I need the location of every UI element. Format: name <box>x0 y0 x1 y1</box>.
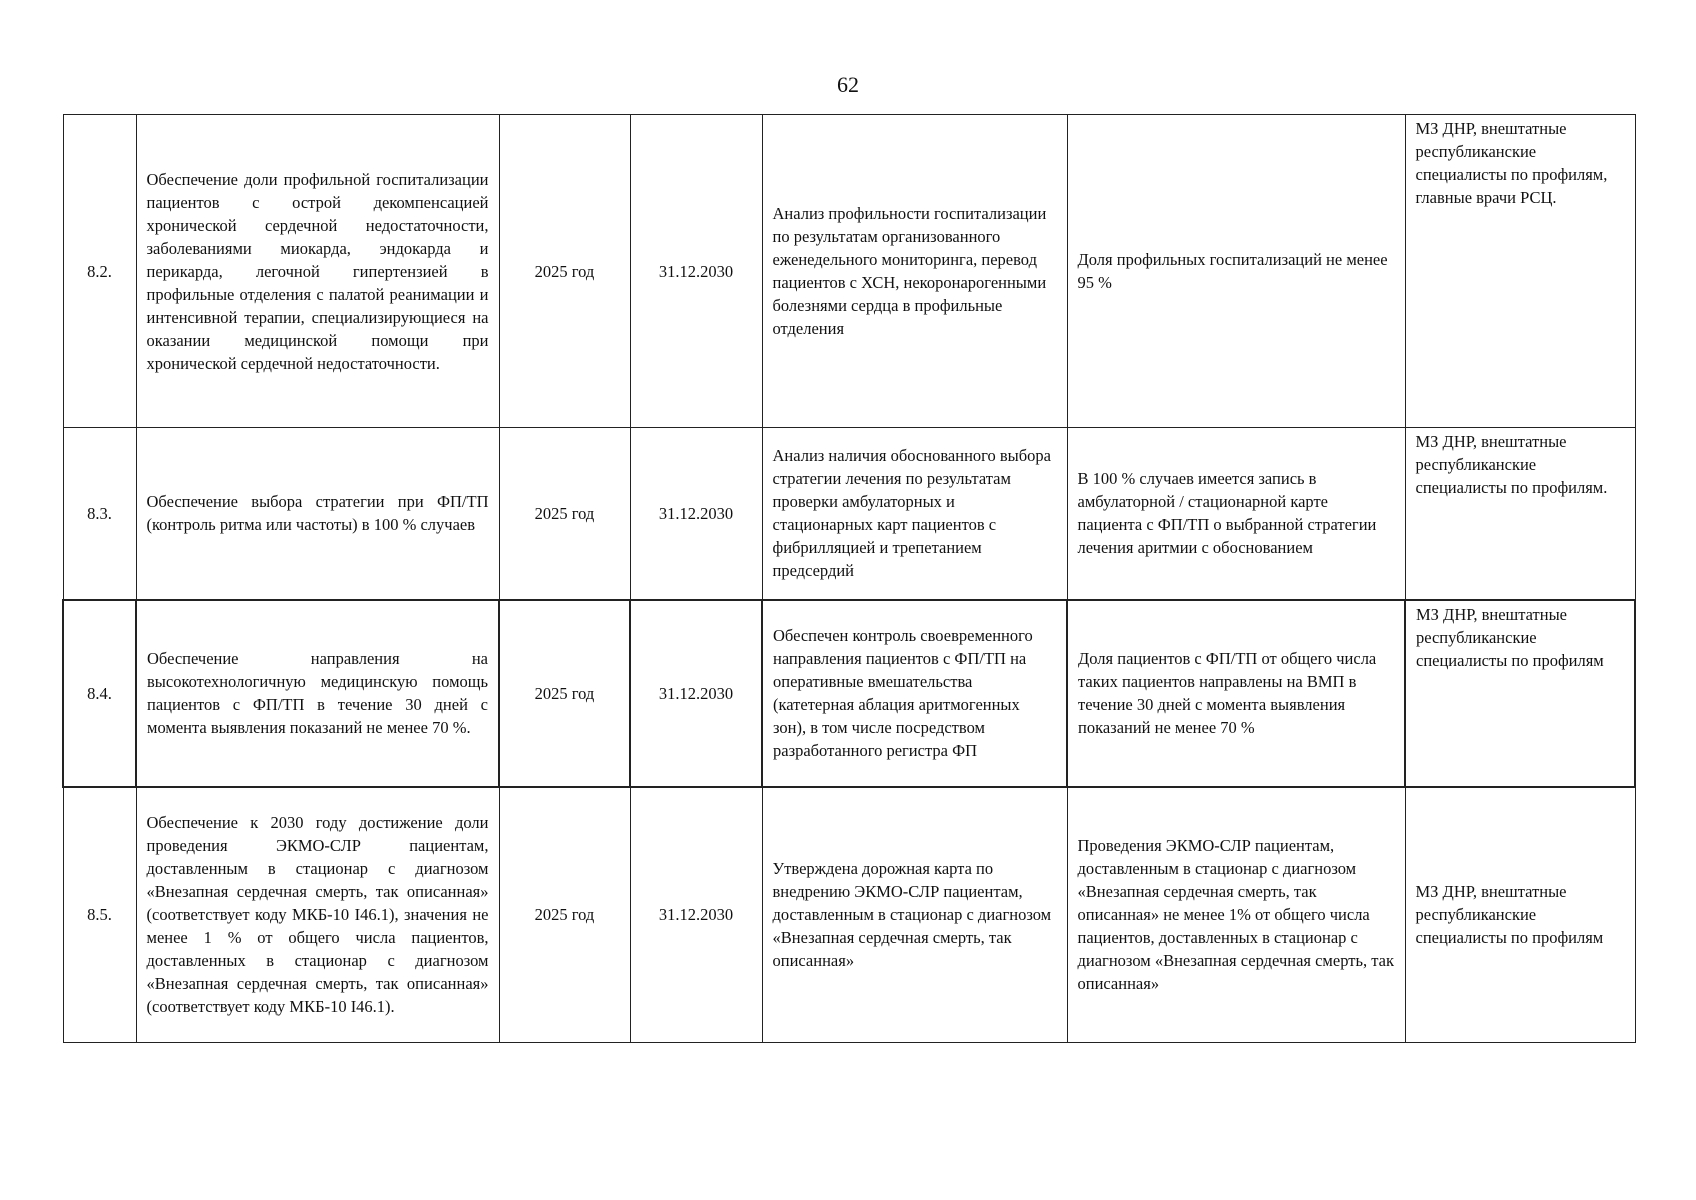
expected-result: Утверждена дорожная карта по внедрению ЭКМО-СЛР пациентам, доставленным в стационар с диагнозом «Внезапная сердечная смерть, так описанная» <box>762 787 1067 1043</box>
indicator: Доля профильных госпитализаций не менее 95 % <box>1067 115 1405 428</box>
responsible: МЗ ДНР, внештатные республиканские специалисты по профилям. <box>1405 428 1635 600</box>
measures-table <box>62 114 1636 1043</box>
measure-description: Обеспечение доли профильной госпитализации пациентов с острой декомпенсацией хронической сердечной недостаточности, заболеваниями миокарда, эндокарда и перикарда, легочной гипертензией в профильные отделения с палатой реанимации и интенсивной терапии, специализирующиеся на оказании медицинской помощи при хронической сердечной недостаточности. <box>136 115 499 428</box>
row-number: 8.4. <box>63 600 136 787</box>
responsible: МЗ ДНР, внештатные республиканские специалисты по профилям, главные врачи РСЦ. <box>1405 115 1635 428</box>
expected-result: Анализ наличия обоснованного выбора стратегии лечения по результатам проверки амбулаторных и стационарных карт пациентов с фибрилляцией и трепетанием предсердий <box>762 428 1067 600</box>
start-date: 2025 год <box>499 115 630 428</box>
table-row <box>63 428 1635 600</box>
start-date: 2025 год <box>499 428 630 600</box>
end-date: 31.12.2030 <box>630 115 762 428</box>
table-row <box>63 115 1635 428</box>
row-number: 8.5. <box>63 787 136 1043</box>
measure-description: Обеспечение направления на высокотехнологичную медицинскую помощь пациентов с ФП/ТП в течение 30 дней с момента выявления показаний не менее 70 %. <box>136 600 499 787</box>
indicator: Проведения ЭКМО-СЛР пациентам, доставленным в стационар с диагнозом «Внезапная сердечная смерть, так описанная» не менее 1% от общего числа пациентов, доставленных в стационар с диагнозом «Внезапная сердечная смерть, так описанная» <box>1067 787 1405 1043</box>
expected-result: Анализ профильности госпитализации по результатам организованного еженедельного мониторинга, перевод пациентов с ХСН, некоронарогенными болезнями сердца в профильные отделения <box>762 115 1067 428</box>
row-number: 8.2. <box>63 115 136 428</box>
table-row <box>63 600 1635 787</box>
expected-result: Обеспечен контроль своевременного направления пациентов с ФП/ТП на оперативные вмешательства (катетерная аблация аритмогенных зон), в том числе посредством разработанного регистра ФП <box>762 600 1067 787</box>
indicator: В 100 % случаев имеется запись в амбулаторной / стационарной карте пациента с ФП/ТП о выбранной стратегии лечения аритмии с обоснованием <box>1067 428 1405 600</box>
start-date: 2025 год <box>499 600 630 787</box>
measure-description: Обеспечение выбора стратегии при ФП/ТП (контроль ритма или частоты) в 100 % случаев <box>136 428 499 600</box>
row-number: 8.3. <box>63 428 136 600</box>
end-date: 31.12.2030 <box>630 787 762 1043</box>
start-date: 2025 год <box>499 787 630 1043</box>
end-date: 31.12.2030 <box>630 600 762 787</box>
responsible: МЗ ДНР, внештатные республиканские специалисты по профилям <box>1405 600 1635 787</box>
page-number: 62 <box>837 72 859 97</box>
end-date: 31.12.2030 <box>630 428 762 600</box>
responsible: МЗ ДНР, внештатные республиканские специалисты по профилям <box>1405 787 1635 1043</box>
measure-description: Обеспечение к 2030 году достижение доли проведения ЭКМО-СЛР пациентам, доставленным в стационар с диагнозом «Внезапная сердечная смерть, так описанная» (соответствует коду МКБ-10 I46.1), значения не менее 1 % от общего числа пациентов, доставленных в стационар с диагнозом «Внезапная сердечная смерть, так описанная» (соответствует коду МКБ-10 I46.1). <box>136 787 499 1043</box>
table-row <box>63 787 1635 1043</box>
indicator: Доля пациентов с ФП/ТП от общего числа таких пациентов направлены на ВМП в течение 30 дней с момента выявления показаний не менее 70 % <box>1067 600 1405 787</box>
